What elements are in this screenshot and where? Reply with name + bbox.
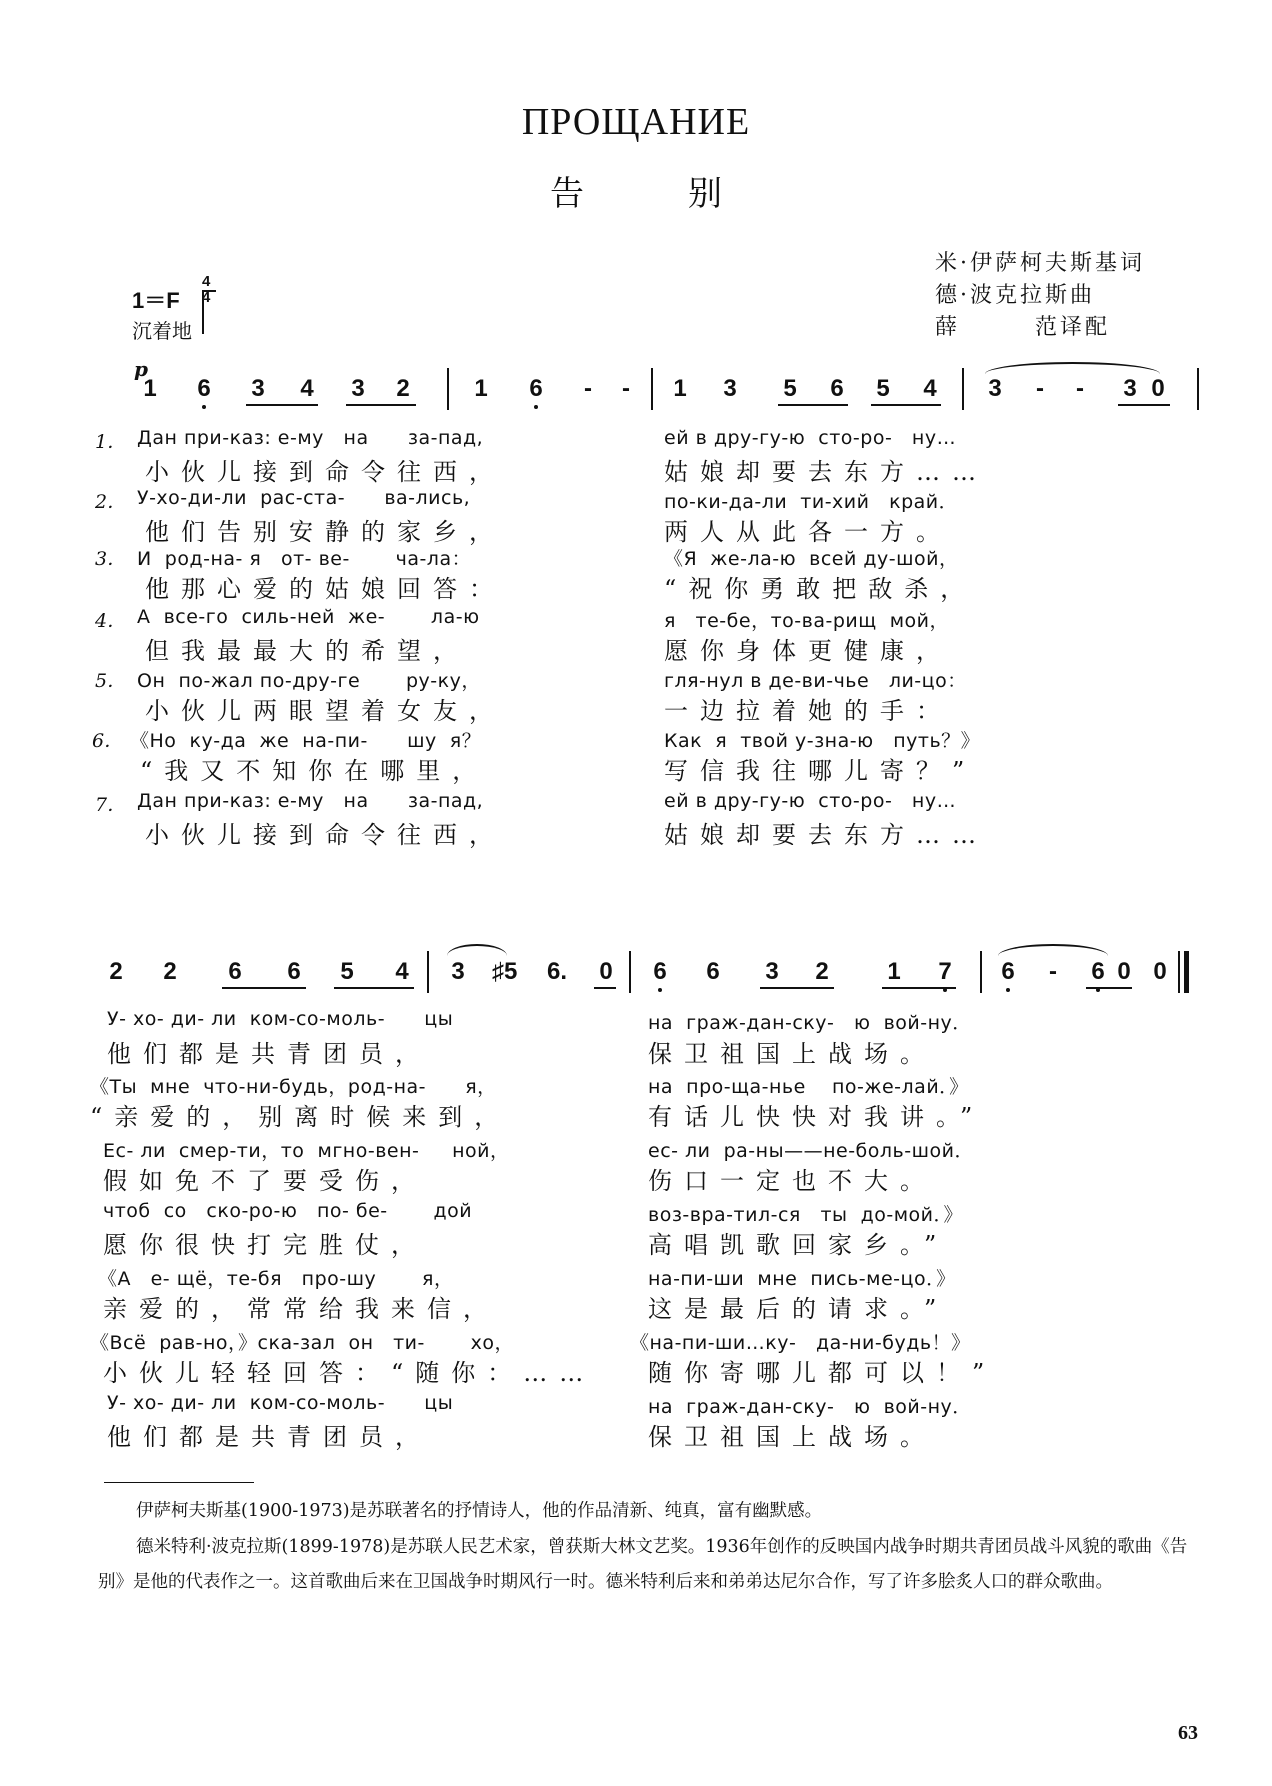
note: 7 — [938, 958, 952, 985]
lyric-zh: 亲爱的，常常给我来信， — [103, 1295, 499, 1323]
page-number: 63 — [1178, 1722, 1198, 1744]
note: 5 — [876, 375, 890, 402]
note: 6. — [547, 958, 568, 985]
credit-composer: 德·波克拉斯曲 — [935, 283, 1095, 308]
note: 3 — [988, 375, 1002, 402]
lyric-ru: на-пи-ши мне пись-ме-цо．》 — [648, 1268, 956, 1290]
note: 6 — [653, 958, 667, 985]
lyric-ru: Как я твой у-зна-ю путь？》 — [664, 730, 981, 752]
lyric-zh: 小伙儿轻轻回答：“随你：…… — [103, 1359, 596, 1387]
note: 3 — [765, 958, 779, 985]
verse-number: 4． — [95, 610, 127, 632]
note: 6 — [1001, 958, 1015, 985]
final-barline — [1184, 951, 1189, 993]
note: 3 — [1123, 375, 1137, 402]
lyric-ru: 《Ты мне что-ни-будь，род-на- я， — [90, 1076, 497, 1098]
note: 3 — [451, 958, 465, 985]
note: 6 — [228, 958, 242, 985]
title-char: 别 — [688, 174, 722, 214]
lyric-zh: 高唱凯歌回家乡。” — [648, 1231, 949, 1259]
time-sig-bottom: 4 — [202, 289, 211, 306]
note: 6 — [706, 958, 720, 985]
lyric-zh: 愿你很快打完胜仗， — [103, 1231, 427, 1259]
lyric-zh: 姑娘却要去东方…… — [664, 821, 988, 849]
credit-lyricist: 米·伊萨柯夫斯基词 — [935, 251, 1145, 276]
lyric-zh: 小伙儿两眼望着女友， — [145, 697, 505, 725]
note: 4 — [923, 375, 937, 402]
lyric-ru: по-ки-да-ли ти-хий край． — [664, 491, 959, 513]
note: 3 — [723, 375, 737, 402]
lyric-ru: гля-нул в де-ви-чье ли-цо： — [664, 670, 967, 692]
note: - — [1036, 375, 1044, 402]
lyric-ru: 《Всё рав-но，》ска-зал он ти- хо， — [90, 1332, 515, 1354]
lyric-zh: 姑娘却要去东方…… — [664, 458, 988, 486]
verse-number: 1． — [95, 431, 127, 453]
verse-number: 6． — [92, 730, 124, 752]
note: 4 — [395, 958, 409, 985]
lyric-ru: А все-го силь-ней же- ла-ю — [137, 606, 480, 628]
lyric-ru: на граж-дан-ску- ю вой-ну． — [648, 1012, 972, 1034]
note: 1 — [474, 375, 488, 402]
note: - — [584, 375, 592, 402]
key-signature: 1＝F — [132, 288, 180, 313]
lyric-zh: 他们都是共青团员， — [107, 1040, 431, 1068]
lyric-zh: “亲爱的，别离时候来到， — [90, 1103, 511, 1131]
note: 0 — [1151, 375, 1165, 402]
note: 6 — [1091, 958, 1105, 985]
lyric-ru: У- хо- ди- ли ком-со-моль- цы — [107, 1392, 454, 1414]
note: 4 — [300, 375, 314, 402]
song-title-chinese — [0, 166, 1272, 215]
lyric-ru: ей в дру-гу-ю сто-ро- ну… — [664, 427, 957, 449]
note: 1 — [887, 958, 901, 985]
note: 6 — [830, 375, 844, 402]
song-title-russian: ПРОЩАНИЕ — [521, 101, 751, 143]
note: 3 — [251, 375, 265, 402]
verse-number: 3． — [95, 548, 127, 570]
lyric-zh: 这是最后的请求。” — [648, 1295, 949, 1323]
lyric-ru: я те-бе，то-ва-рищ мой， — [664, 610, 950, 632]
verse-number: 7． — [95, 794, 127, 816]
tempo-marking: 沉着地 — [132, 319, 192, 343]
time-sig-top: 4 — [202, 273, 211, 290]
note: 5 — [783, 375, 797, 402]
lyric-ru: воз-вра-тил-ся ты до-мой．》 — [648, 1204, 964, 1226]
dynamic-marking: p — [134, 357, 148, 381]
lyric-zh: 他们告别安静的家乡， — [145, 518, 505, 546]
note: 2 — [815, 958, 829, 985]
lyric-zh: 假如免不了要受伤， — [103, 1167, 427, 1195]
lyric-zh: 一边拉着她的手： — [664, 697, 952, 725]
footnote-lyricist: 伊萨柯夫斯基(1900-1973)是苏联著名的抒情诗人，他的作品清新、纯真，富有幽默感。 — [136, 1501, 823, 1521]
credit-translator: 薛 范译配 — [935, 315, 1111, 340]
lyric-zh: “祝你勇敢把敌杀， — [664, 575, 977, 603]
lyric-zh: 伤口一定也不大。 — [648, 1167, 936, 1195]
note: 2 — [109, 958, 123, 985]
lyric-zh: 两人从此各一方。 — [664, 518, 952, 546]
lyric-zh: 但我最最大的希望， — [145, 637, 469, 665]
note: 6 — [529, 375, 543, 402]
note: - — [1049, 958, 1057, 985]
lyric-ru: на про-ща-нье по-же-лай．》 — [648, 1076, 969, 1098]
lyric-ru: Дан при-каз: е-му на за-пад, — [137, 790, 484, 812]
note: 6 — [287, 958, 301, 985]
note: 2 — [396, 375, 410, 402]
verse-number: 5． — [95, 670, 127, 692]
footnote-divider — [104, 1482, 254, 1483]
note: 0 — [1117, 958, 1131, 985]
lyric-zh: 有话儿快快对我讲。” — [648, 1103, 985, 1131]
lyric-ru: У-хо-ди-ли рас-ста- ва-лись, — [137, 487, 471, 509]
time-signature — [202, 274, 210, 306]
lyric-ru: ес- ли ра-ны——не-боль-шой． — [648, 1140, 974, 1162]
note: 1 — [673, 375, 687, 402]
verse-number: 2． — [95, 491, 127, 513]
lyric-zh: 随你寄哪儿都可以！” — [648, 1359, 997, 1387]
lyric-ru: на граж-дан-ску- ю вой-ну． — [648, 1396, 972, 1418]
lyric-ru: Он по-жал по-дру-ге ру-ку， — [137, 670, 481, 692]
note: - — [1076, 375, 1084, 402]
note: 0 — [1153, 958, 1167, 985]
note: 6 — [197, 375, 211, 402]
lyric-ru: Дан при-каз: е-му на за-пад, — [137, 427, 484, 449]
lyric-ru: Ес- ли смер-ти，то мгно-вен- ной， — [103, 1140, 510, 1162]
note: - — [622, 375, 630, 402]
lyric-zh: 保卫祖国上战场。 — [648, 1423, 936, 1451]
lyric-ru: 《Я же-ла-ю всей ду-шой， — [664, 548, 959, 570]
lyric-zh: “我又不知你在哪里， — [140, 757, 489, 785]
lyric-zh: 写信我往哪儿寄？” — [664, 757, 977, 785]
lyric-ru: 《А е- щё，те-бя про-шу я， — [98, 1268, 454, 1290]
lyric-zh: 小伙儿接到命令往西， — [145, 821, 505, 849]
lyric-zh: 小伙儿接到命令往西， — [145, 458, 505, 486]
note: 2 — [163, 958, 177, 985]
lyric-zh: 保卫祖国上战场。 — [648, 1040, 936, 1068]
lyric-zh: 愿你身体更健康， — [664, 637, 952, 665]
lyric-ru: И род-на- я от- ве- ча-ла： — [137, 548, 472, 570]
lyric-ru: 《на-пи-ши…ку- да-ни-будь！》 — [630, 1332, 971, 1354]
lyric-ru: У- хо- ди- ли ком-со-моль- цы — [107, 1008, 454, 1030]
title-char: 告 — [550, 174, 584, 214]
lyric-zh: 他那心爱的姑娘回答： — [145, 575, 505, 603]
lyric-ru: ей в дру-гу-ю сто-ро- ну… — [664, 790, 957, 812]
note: 5 — [340, 958, 354, 985]
note: 0 — [599, 958, 613, 985]
note: 3 — [351, 375, 365, 402]
note: ♯5 — [492, 958, 518, 985]
credits — [935, 248, 1145, 344]
lyric-ru: чтоб со ско-ро-ю по- бе- дой — [103, 1200, 473, 1222]
note: 1 — [143, 375, 157, 402]
footnote-composer: 德米特利·波克拉斯(1899-1978)是苏联人民艺术家，曾获斯大林文艺奖。1936年创作的反映国内战争时期共青团员战斗风貌的歌曲《告别》是他的代表作之一。这首歌曲后来在卫国战争时期风行一时。德米特利后来和弟弟达尼尔合作，写了许多脍炙人口的群众歌曲。 — [98, 1537, 1188, 1592]
lyric-ru: 《Но ку-да же на-пи- шу я？ — [130, 730, 482, 752]
lyric-zh: 他们都是共青团员， — [107, 1423, 431, 1451]
